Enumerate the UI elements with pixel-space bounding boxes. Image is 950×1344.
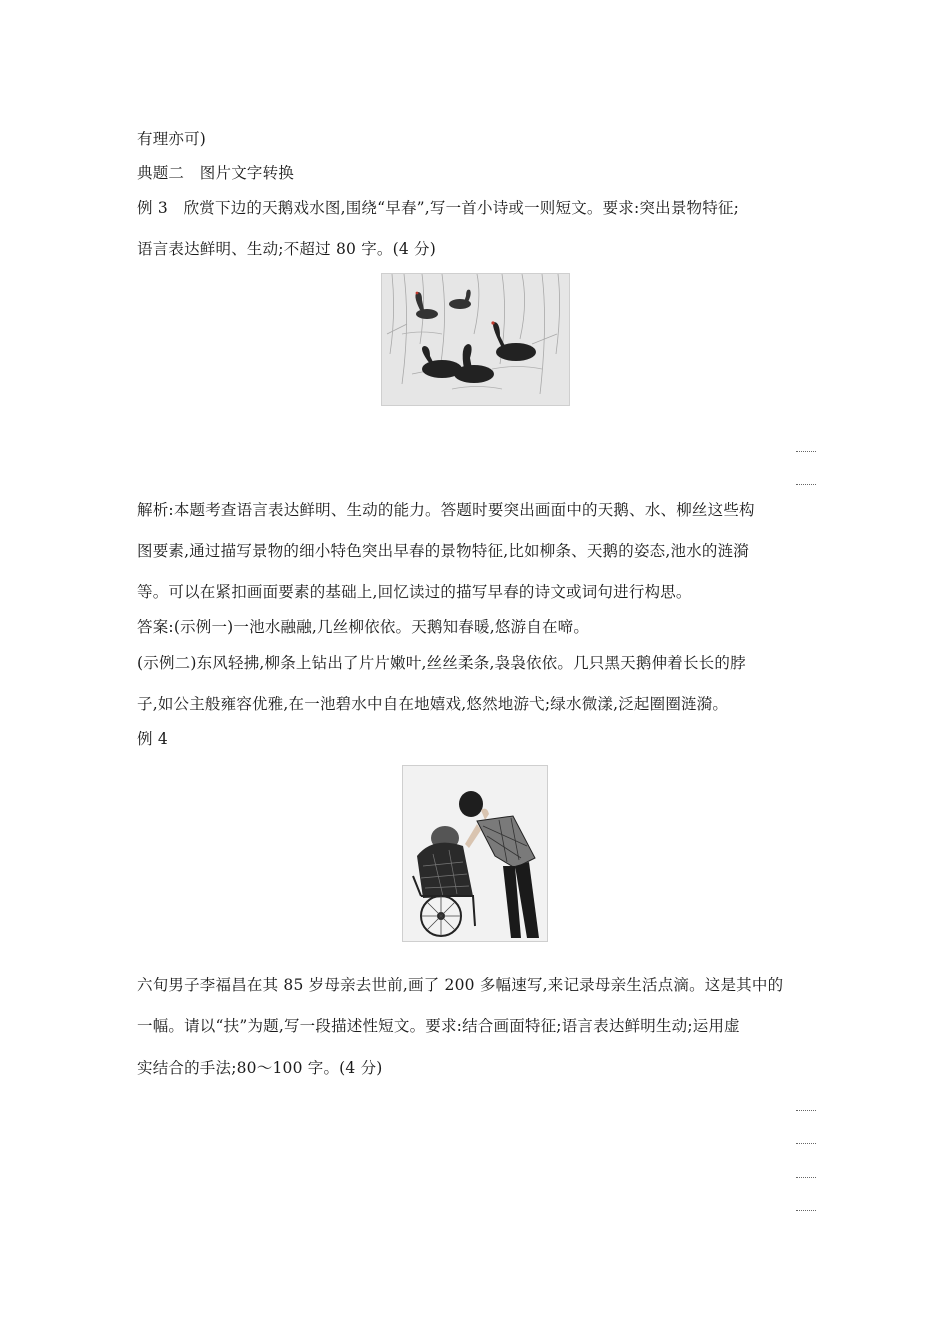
example-4-prompt-line-1: 六旬男子李福昌在其 85 岁母亲去世前,画了 200 多幅速写,来记录母亲生活点滴。这是其中的 (137, 976, 784, 994)
swan-illustration (381, 273, 570, 406)
analysis-line-3: 等。可以在紧扣画面要素的基础上,回忆读过的描写早春的诗文或词句进行构思。 (137, 583, 692, 601)
sketch-drawing (403, 766, 547, 941)
analysis-line-2: 图要素,通过描写景物的细小特色突出早春的景物特征,比如柳条、天鹅的姿态,池水的涟漪 (137, 542, 749, 560)
answer-blank-4 (796, 1143, 816, 1145)
text-line-continuation: 有理亦可) (137, 130, 207, 148)
example-4-prompt-line-3: 实结合的手法;80～100 字。(4 分) (137, 1059, 383, 1077)
answer-line-1: 答案:(示例一)一池水融融,几丝柳依依。天鹅知春暖,悠游自在啼。 (137, 618, 590, 636)
answer-line-3: 子,如公主般雍容优雅,在一池碧水中自在地嬉戏,悠然地游弋;绿水微漾,泛起圈圈涟漪。 (137, 695, 729, 713)
example-4-prompt-line-2: 一幅。请以“扶”为题,写一段描述性短文。要求:结合画面特征;语言表达鲜明生动;运用虚 (137, 1017, 740, 1035)
section-heading: 典题二 图片文字转换 (137, 164, 295, 182)
example-3-prompt-line-1: 例 3 欣赏下边的天鹅戏水图,围绕“早春”,写一首小诗或一则短文。要求:突出景物特征; (137, 199, 740, 217)
answer-blank-6 (796, 1210, 816, 1212)
swan-drawing (382, 274, 569, 405)
analysis-line-1: 解析:本题考查语言表达鲜明、生动的能力。答题时要突出画面中的天鹅、水、柳丝这些构 (137, 501, 755, 519)
answer-blank-1 (796, 451, 816, 453)
answer-blank-2 (796, 484, 816, 486)
example-3-prompt-line-2: 语言表达鲜明、生动;不超过 80 字。(4 分) (137, 240, 436, 258)
answer-blank-5 (796, 1177, 816, 1179)
answer-line-2: (示例二)东风轻拂,柳条上钻出了片片嫩叶,丝丝柔条,袅袅依依。几只黑天鹅伸着长长的脖 (137, 654, 746, 672)
example-4-heading: 例 4 (137, 730, 168, 748)
mother-wheelchair-sketch (402, 765, 548, 942)
answer-blank-3 (796, 1110, 816, 1112)
